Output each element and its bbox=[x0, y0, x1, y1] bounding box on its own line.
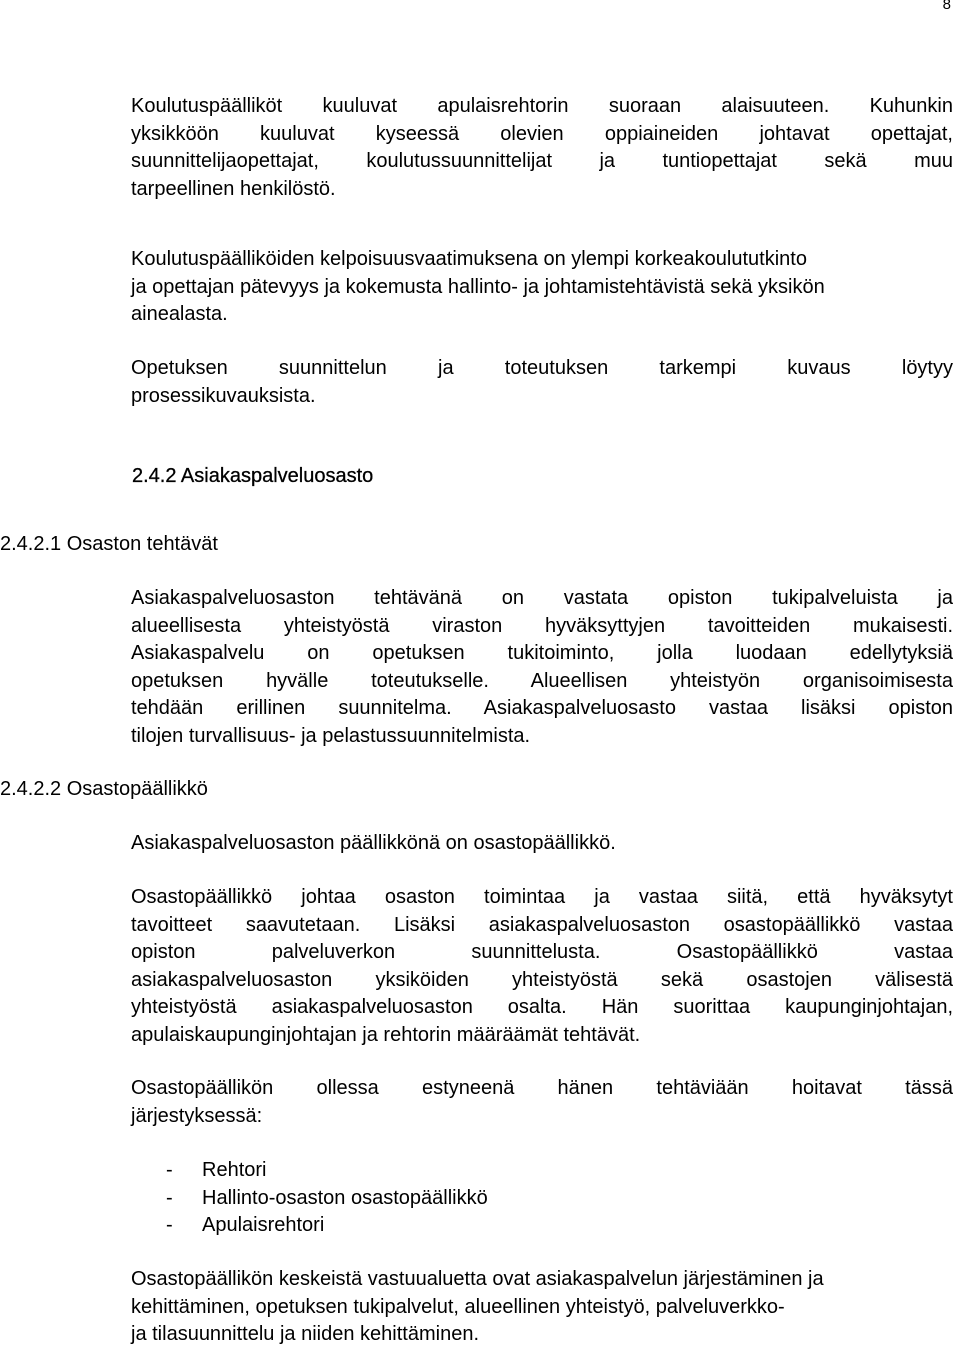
text-line: opetuksen hyvälle toteutukselle. Alueellisen yhteistyön organisoimisesta bbox=[131, 669, 953, 692]
text-line: yksikköön kuuluvat kyseessä olevien oppiaineiden johtavat opettajat, bbox=[131, 122, 953, 145]
paragraph-sijaisuus bbox=[131, 1075, 953, 1130]
paragraph-koulutuspaallikot bbox=[131, 93, 953, 203]
text-line: Osastopäällikön ollessa estyneenä hänen tehtäviään hoitavat tässä bbox=[131, 1077, 953, 1099]
text-line: Koulutuspäälliköt kuuluvat apulaisrehtorin suoraan alaisuuteen. Kuhunkin bbox=[131, 95, 953, 117]
subsection-heading-osastopaallikko: 2.4.2.2 Osastopäällikkö bbox=[0, 778, 208, 800]
text-line: Asiakaspalvelu on opetuksen tukitoiminto, jolla luodaan edellytyksiä bbox=[131, 642, 953, 664]
text-line: järjestyksessä: bbox=[131, 1104, 263, 1127]
list-item-label: Rehtori bbox=[202, 1159, 267, 1181]
paragraph-vastuualue bbox=[131, 1266, 953, 1349]
text-line: suunnittelijaopettajat, koulutussuunnittelijat ja tuntiopettajat sekä muu bbox=[131, 150, 953, 172]
text-line: ja opettajan pätevyys ja kokemusta hallinto- ja johtamistehtävistä sekä yksikön bbox=[131, 275, 825, 298]
paragraph-opetuksen-suunnittelu bbox=[131, 355, 953, 410]
text-line: tehdään erillinen suunnitelma. Asiakaspalveluosasto vastaa lisäksi opiston bbox=[131, 697, 953, 719]
text-line: yhteistyöstä asiakaspalveluosaston osalta. Hän suorittaa kaupunginjohtajan, bbox=[131, 996, 953, 1018]
text-line: alueellisesta yhteistyöstä viraston hyväksyttyjen tavoitteiden mukaisesti. bbox=[131, 614, 953, 637]
list-dash: - bbox=[166, 1186, 173, 1209]
text-line: Opetuksen suunnittelun ja toteutuksen tarkempi kuvaus löytyy bbox=[131, 357, 953, 379]
list-item bbox=[166, 1185, 488, 1213]
list-dash: - bbox=[166, 1214, 173, 1236]
paragraph-osastopaallikon-tehtavat bbox=[131, 884, 953, 1049]
text-line: tilojen turvallisuus- ja pelastussuunnitelmista. bbox=[131, 724, 531, 747]
text-line: tavoitteet saavutetaan. Lisäksi asiakaspalveluosaston osastopäällikkö vastaa bbox=[131, 913, 953, 936]
text-line: Osastopäällikön keskeistä vastuualuetta ovat asiakaspalvelun järjestäminen ja bbox=[131, 1268, 824, 1290]
list-item-label: Apulaisrehtori bbox=[202, 1214, 325, 1236]
text-line: ainealasta. bbox=[131, 303, 228, 325]
text-line: Osastopäällikkö johtaa osaston toimintaa ja vastaa siitä, että hyväksytyt bbox=[131, 886, 953, 908]
text-line: Asiakaspalveluosaston tehtävänä on vastata opiston tukipalveluista ja bbox=[131, 587, 953, 609]
text-line: opiston palveluverkon suunnittelusta. Osastopäällikkö vastaa bbox=[131, 941, 953, 963]
paragraph-osaston-tehtavat bbox=[131, 585, 953, 750]
list-item bbox=[166, 1212, 488, 1240]
subsection-heading-tehtavat: 2.4.2.1 Osaston tehtävät bbox=[0, 533, 218, 555]
deputy-list bbox=[166, 1157, 488, 1240]
paragraph-paallikko bbox=[131, 830, 953, 858]
list-item bbox=[166, 1157, 488, 1185]
list-item-label: Hallinto-osaston osastopäällikkö bbox=[202, 1186, 488, 1209]
text-line: Asiakaspalveluosaston päällikkönä on osastopäällikkö. bbox=[131, 832, 616, 854]
text-line: tarpeellinen henkilöstö. bbox=[131, 177, 336, 200]
text-line: Koulutuspäälliköiden kelpoisuusvaatimuksena on ylempi korkeakoulututkinto bbox=[131, 248, 807, 270]
list-dash: - bbox=[166, 1159, 173, 1181]
text-line: asiakaspalveluosaston yksiköiden yhteistyöstä sekä osastojen välisestä bbox=[131, 968, 953, 991]
text-line: apulaiskaupunginjohtajan ja rehtorin määräämät tehtävät. bbox=[131, 1023, 641, 1046]
section-heading: 2.4.2 Asiakaspalveluosasto bbox=[132, 465, 374, 487]
text-line: kehittäminen, opetuksen tukipalvelut, alueellinen yhteistyö, palveluverkko- bbox=[131, 1295, 785, 1318]
text-line: prosessikuvauksista. bbox=[131, 384, 316, 407]
text-line: ja tilasuunnittelu ja niiden kehittäminen. bbox=[131, 1323, 479, 1345]
paragraph-kelpoisuusvaatimus bbox=[131, 246, 953, 329]
page-number: 8 bbox=[942, 0, 951, 13]
